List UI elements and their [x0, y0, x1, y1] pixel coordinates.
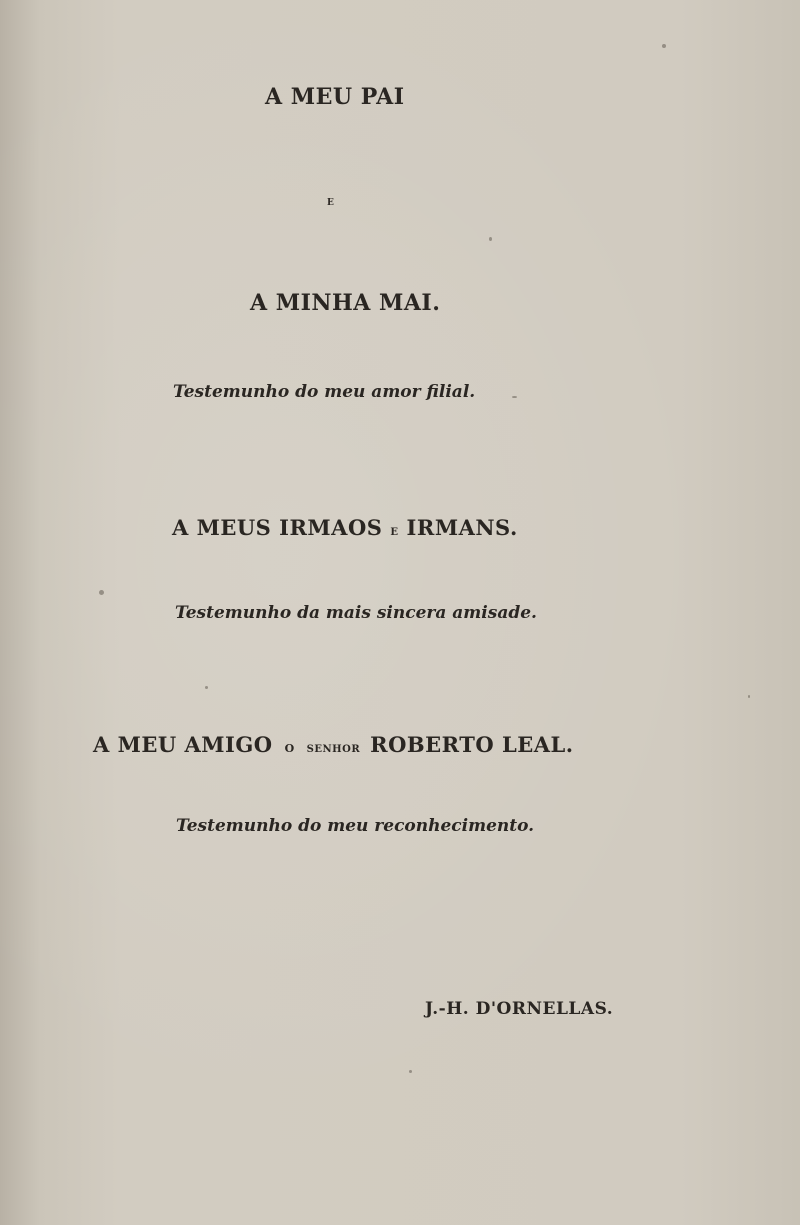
friend-title: SENHOR	[306, 744, 361, 755]
siblings-testimony: Testemunho da mais sincera amisade.	[175, 603, 537, 623]
paper-speck	[489, 237, 492, 241]
paper-speck	[205, 686, 208, 689]
friend-name: ROBERTO LEAL.	[370, 732, 574, 757]
paper-speck	[99, 590, 104, 595]
siblings-and: E	[390, 527, 399, 538]
paper-speck	[748, 695, 750, 698]
signature: J.-H. D'ORNELLAS.	[425, 999, 614, 1019]
dedication-father: A MEU PAI	[265, 84, 405, 110]
paper-speck	[662, 44, 666, 48]
friend-o: O	[284, 742, 295, 755]
siblings-prefix: A MEUS IRMAOS	[172, 515, 383, 540]
friend-prefix: A MEU AMIGO	[93, 732, 273, 757]
dedication-siblings	[172, 517, 518, 538]
siblings-suffix: IRMANS.	[406, 515, 518, 540]
dedication-mother: A MINHA MAI.	[250, 290, 441, 316]
friend-testimony: Testemunho do meu reconhecimento.	[176, 816, 535, 836]
paper-speck	[409, 1070, 412, 1073]
paper-speck	[512, 396, 517, 398]
dedication-friend	[93, 734, 574, 755]
dedication-conjunction: E	[327, 198, 335, 208]
parents-testimony: Testemunho do meu amor filial.	[173, 382, 476, 402]
